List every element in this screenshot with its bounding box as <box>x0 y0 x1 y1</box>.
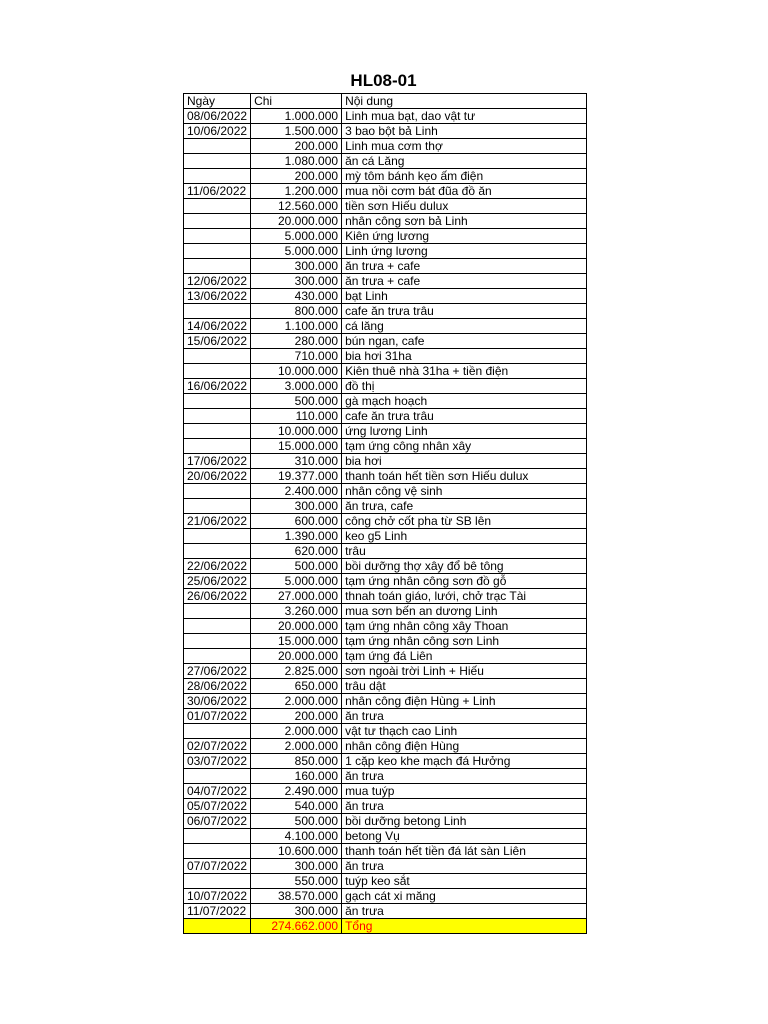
amount-cell[interactable]: 5.000.000 <box>251 574 342 589</box>
description-cell[interactable]: sơn ngoài trời Linh + Hiếu <box>342 664 587 679</box>
date-cell[interactable] <box>184 154 251 169</box>
description-cell[interactable]: tiền sơn Hiếu dulux <box>342 199 587 214</box>
amount-cell[interactable]: 160.000 <box>251 769 342 784</box>
table-row <box>184 844 587 859</box>
amount-cell[interactable]: 800.000 <box>251 304 342 319</box>
date-cell[interactable]: 11/07/2022 <box>184 904 251 919</box>
table-row <box>184 469 587 484</box>
amount-cell[interactable]: 310.000 <box>251 454 342 469</box>
description-cell[interactable]: mua nồi cơm bát đũa đồ ăn <box>342 184 587 199</box>
description-cell[interactable]: thnah toán giáo, lưới, chở trạc Tài <box>342 589 587 604</box>
amount-cell[interactable]: 3.000.000 <box>251 379 342 394</box>
table-row <box>184 634 587 649</box>
table-row <box>184 529 587 544</box>
description-cell[interactable]: ăn trưa + cafe <box>342 274 587 289</box>
date-cell[interactable]: 12/06/2022 <box>184 274 251 289</box>
date-cell[interactable] <box>184 229 251 244</box>
table-row <box>184 874 587 889</box>
table-row <box>184 409 587 424</box>
date-cell[interactable] <box>184 394 251 409</box>
date-cell[interactable] <box>184 199 251 214</box>
table-row <box>184 769 587 784</box>
date-cell[interactable] <box>184 214 251 229</box>
table-row <box>184 589 587 604</box>
date-cell[interactable] <box>184 529 251 544</box>
description-cell[interactable]: bồi dưỡng thợ xây đổ bê tông <box>342 559 587 574</box>
description-cell[interactable]: ăn trưa <box>342 799 587 814</box>
date-cell[interactable]: 20/06/2022 <box>184 469 251 484</box>
date-cell[interactable]: 22/06/2022 <box>184 559 251 574</box>
date-cell[interactable] <box>184 874 251 889</box>
date-cell[interactable] <box>184 619 251 634</box>
date-cell[interactable]: 15/06/2022 <box>184 334 251 349</box>
amount-cell[interactable]: 10.000.000 <box>251 364 342 379</box>
amount-cell[interactable]: 20.000.000 <box>251 214 342 229</box>
date-cell[interactable]: 04/07/2022 <box>184 784 251 799</box>
amount-cell[interactable]: 2.000.000 <box>251 739 342 754</box>
date-cell[interactable]: 25/06/2022 <box>184 574 251 589</box>
date-cell[interactable] <box>184 604 251 619</box>
amount-cell[interactable]: 15.000.000 <box>251 439 342 454</box>
date-cell[interactable]: 26/06/2022 <box>184 589 251 604</box>
description-cell[interactable]: tạm ứng nhân công sơn Linh <box>342 634 587 649</box>
amount-cell[interactable]: 1.080.000 <box>251 154 342 169</box>
description-cell[interactable]: ăn trưa <box>342 769 587 784</box>
table-row <box>184 679 587 694</box>
description-cell[interactable]: bia hơi <box>342 454 587 469</box>
table-row <box>184 724 587 739</box>
amount-cell[interactable]: 620.000 <box>251 544 342 559</box>
amount-cell[interactable]: 500.000 <box>251 394 342 409</box>
amount-cell[interactable]: 540.000 <box>251 799 342 814</box>
amount-cell[interactable]: 850.000 <box>251 754 342 769</box>
date-cell[interactable] <box>184 259 251 274</box>
date-cell[interactable]: 13/06/2022 <box>184 289 251 304</box>
table-row <box>184 364 587 379</box>
description-cell[interactable]: thanh toán hết tiền sơn Hiếu dulux <box>342 469 587 484</box>
table-row <box>184 349 587 364</box>
description-cell[interactable]: tạm ứng nhân công xây Thoan <box>342 619 587 634</box>
date-cell[interactable]: 16/06/2022 <box>184 379 251 394</box>
table-row <box>184 214 587 229</box>
date-cell[interactable] <box>184 409 251 424</box>
table-row <box>184 319 587 334</box>
description-cell[interactable]: công chở cốt pha từ SB lên <box>342 514 587 529</box>
amount-cell[interactable]: 300.000 <box>251 499 342 514</box>
amount-cell[interactable]: 1.390.000 <box>251 529 342 544</box>
description-cell[interactable]: keo g5 Linh <box>342 529 587 544</box>
table-row <box>184 889 587 904</box>
table-row <box>184 184 587 199</box>
table-row <box>184 514 587 529</box>
amount-cell[interactable]: 10.600.000 <box>251 844 342 859</box>
table-row <box>184 259 587 274</box>
date-cell[interactable]: 30/06/2022 <box>184 694 251 709</box>
table-row <box>184 439 587 454</box>
amount-cell[interactable]: 27.000.000 <box>251 589 342 604</box>
date-cell[interactable]: 01/07/2022 <box>184 709 251 724</box>
amount-cell[interactable]: 15.000.000 <box>251 634 342 649</box>
table-row <box>184 124 587 139</box>
date-cell[interactable]: 28/06/2022 <box>184 679 251 694</box>
amount-cell[interactable]: 12.560.000 <box>251 199 342 214</box>
description-cell[interactable]: Kiên ứng lương <box>342 229 587 244</box>
table-row <box>184 544 587 559</box>
date-cell[interactable]: 21/06/2022 <box>184 514 251 529</box>
amount-cell[interactable]: 200.000 <box>251 709 342 724</box>
amount-cell[interactable]: 650.000 <box>251 679 342 694</box>
amount-cell[interactable]: 2.825.000 <box>251 664 342 679</box>
amount-cell[interactable]: 300.000 <box>251 859 342 874</box>
date-cell[interactable] <box>184 349 251 364</box>
total-label-cell[interactable]: Tổng <box>342 919 587 934</box>
amount-cell[interactable]: 1.100.000 <box>251 319 342 334</box>
description-cell[interactable]: tạm ứng đá Liên <box>342 649 587 664</box>
amount-cell[interactable]: 200.000 <box>251 169 342 184</box>
table-row <box>184 604 587 619</box>
amount-cell[interactable]: 19.377.000 <box>251 469 342 484</box>
table-row <box>184 109 587 124</box>
table-row <box>184 169 587 184</box>
table-row <box>184 664 587 679</box>
description-cell[interactable]: đồ thị <box>342 379 587 394</box>
table-row <box>184 619 587 634</box>
description-cell[interactable]: thanh toán hết tiền đá lát sàn Liên <box>342 844 587 859</box>
amount-cell[interactable]: 600.000 <box>251 514 342 529</box>
date-cell[interactable] <box>184 304 251 319</box>
amount-cell[interactable]: 300.000 <box>251 904 342 919</box>
date-cell[interactable]: 02/07/2022 <box>184 739 251 754</box>
amount-cell[interactable]: 1.500.000 <box>251 124 342 139</box>
amount-cell[interactable]: 5.000.000 <box>251 244 342 259</box>
description-cell[interactable]: trâu dật <box>342 679 587 694</box>
date-cell[interactable] <box>184 244 251 259</box>
amount-cell[interactable]: 280.000 <box>251 334 342 349</box>
table-row <box>184 304 587 319</box>
expense-table <box>183 93 587 934</box>
date-cell[interactable]: 27/06/2022 <box>184 664 251 679</box>
description-cell[interactable]: tạm ứng nhân công sơn đồ gỗ <box>342 574 587 589</box>
table-row <box>184 289 587 304</box>
table-row <box>184 394 587 409</box>
table-row <box>184 559 587 574</box>
description-cell[interactable]: cafe ăn trưa trâu <box>342 409 587 424</box>
table-row <box>184 139 587 154</box>
amount-cell[interactable]: 3.260.000 <box>251 604 342 619</box>
table-row <box>184 649 587 664</box>
date-cell[interactable] <box>184 484 251 499</box>
table-row <box>184 814 587 829</box>
date-cell[interactable]: 10/07/2022 <box>184 889 251 904</box>
table-row <box>184 244 587 259</box>
description-cell[interactable]: vật tư thạch cao Linh <box>342 724 587 739</box>
amount-cell[interactable]: 300.000 <box>251 274 342 289</box>
amount-cell[interactable]: 200.000 <box>251 139 342 154</box>
date-cell[interactable] <box>184 724 251 739</box>
description-cell[interactable]: bún ngan, cafe <box>342 334 587 349</box>
date-cell[interactable] <box>184 634 251 649</box>
total-empty-cell[interactable] <box>184 919 251 934</box>
table-row <box>184 454 587 469</box>
amount-cell[interactable]: 500.000 <box>251 814 342 829</box>
description-cell[interactable]: nhân công điện Hùng <box>342 739 587 754</box>
description-cell[interactable]: gà mạch hoạch <box>342 394 587 409</box>
description-cell[interactable]: ăn trưa <box>342 859 587 874</box>
amount-cell[interactable]: 1.000.000 <box>251 109 342 124</box>
description-cell[interactable]: Kiên thuê nhà 31ha + tiền điện <box>342 364 587 379</box>
date-cell[interactable]: 10/06/2022 <box>184 124 251 139</box>
header-amount[interactable]: Chi <box>251 94 342 109</box>
date-cell[interactable] <box>184 769 251 784</box>
header-row <box>184 94 587 109</box>
sheet-title: HL08-01 <box>350 71 417 90</box>
description-cell[interactable]: cá lăng <box>342 319 587 334</box>
table-row <box>184 799 587 814</box>
date-cell[interactable]: 05/07/2022 <box>184 799 251 814</box>
table-row <box>184 499 587 514</box>
date-cell[interactable] <box>184 169 251 184</box>
date-cell[interactable] <box>184 439 251 454</box>
amount-cell[interactable]: 2.400.000 <box>251 484 342 499</box>
description-cell[interactable]: ăn cá Lăng <box>342 154 587 169</box>
date-cell[interactable] <box>184 499 251 514</box>
table-row <box>184 784 587 799</box>
amount-cell[interactable]: 110.000 <box>251 409 342 424</box>
amount-cell[interactable]: 500.000 <box>251 559 342 574</box>
description-cell[interactable]: ứng lương Linh <box>342 424 587 439</box>
amount-cell[interactable]: 300.000 <box>251 259 342 274</box>
date-cell[interactable] <box>184 364 251 379</box>
table-row <box>184 229 587 244</box>
amount-cell[interactable]: 2.490.000 <box>251 784 342 799</box>
date-cell[interactable]: 17/06/2022 <box>184 454 251 469</box>
description-cell[interactable]: bồi dưỡng betong Linh <box>342 814 587 829</box>
amount-cell[interactable]: 550.000 <box>251 874 342 889</box>
description-cell[interactable]: tuýp keo sắt <box>342 874 587 889</box>
table-row <box>184 709 587 724</box>
table-row <box>184 199 587 214</box>
total-amount-cell[interactable]: 274.662.000 <box>251 919 342 934</box>
table-row <box>184 739 587 754</box>
date-cell[interactable] <box>184 829 251 844</box>
description-cell[interactable]: Linh ứng lương <box>342 244 587 259</box>
date-cell[interactable] <box>184 649 251 664</box>
description-cell[interactable]: nhân công vệ sinh <box>342 484 587 499</box>
total-row <box>184 919 587 934</box>
amount-cell[interactable]: 2.000.000 <box>251 694 342 709</box>
amount-cell[interactable]: 2.000.000 <box>251 724 342 739</box>
header-date[interactable]: Ngày <box>184 94 251 109</box>
description-cell[interactable]: ăn trưa <box>342 709 587 724</box>
date-cell[interactable]: 14/06/2022 <box>184 319 251 334</box>
header-description[interactable]: Nội dung <box>342 94 587 109</box>
description-cell[interactable]: tạm ứng công nhân xây <box>342 439 587 454</box>
table-row <box>184 859 587 874</box>
description-cell[interactable]: ăn trưa + cafe <box>342 259 587 274</box>
amount-cell[interactable]: 1.200.000 <box>251 184 342 199</box>
amount-cell[interactable]: 20.000.000 <box>251 619 342 634</box>
description-cell[interactable]: mua tuýp <box>342 784 587 799</box>
table-row <box>184 484 587 499</box>
table-row <box>184 754 587 769</box>
description-cell[interactable]: Linh mua cơm thợ <box>342 139 587 154</box>
amount-cell[interactable]: 710.000 <box>251 349 342 364</box>
description-cell[interactable]: betong Vụ <box>342 829 587 844</box>
date-cell[interactable] <box>184 844 251 859</box>
description-cell[interactable]: gạch cát xi măng <box>342 889 587 904</box>
table-row <box>184 694 587 709</box>
description-cell[interactable]: mỳ tôm bánh kẹo ấm điện <box>342 169 587 184</box>
date-cell[interactable]: 11/06/2022 <box>184 184 251 199</box>
amount-cell[interactable]: 430.000 <box>251 289 342 304</box>
description-cell[interactable]: Linh mua bạt, dao vật tư <box>342 109 587 124</box>
date-cell[interactable]: 03/07/2022 <box>184 754 251 769</box>
table-row <box>184 574 587 589</box>
description-cell[interactable]: mua sơn bến an dương Linh <box>342 604 587 619</box>
description-cell[interactable]: cafe ăn trưa trâu <box>342 304 587 319</box>
table-row <box>184 379 587 394</box>
description-cell[interactable]: bia hơi 31ha <box>342 349 587 364</box>
description-cell[interactable]: nhân công điện Hùng + Linh <box>342 694 587 709</box>
amount-cell[interactable]: 10.000.000 <box>251 424 342 439</box>
amount-cell[interactable]: 20.000.000 <box>251 649 342 664</box>
amount-cell[interactable]: 4.100.000 <box>251 829 342 844</box>
table-row <box>184 829 587 844</box>
amount-cell[interactable]: 38.570.000 <box>251 889 342 904</box>
table-row <box>184 904 587 919</box>
description-cell[interactable]: bạt Linh <box>342 289 587 304</box>
amount-cell[interactable]: 5.000.000 <box>251 229 342 244</box>
date-cell[interactable] <box>184 139 251 154</box>
date-cell[interactable]: 08/06/2022 <box>184 109 251 124</box>
date-cell[interactable] <box>184 544 251 559</box>
description-cell[interactable]: ăn trưa, cafe <box>342 499 587 514</box>
table-row <box>184 274 587 289</box>
table-row <box>184 154 587 169</box>
date-cell[interactable]: 06/07/2022 <box>184 814 251 829</box>
description-cell[interactable]: 1 cặp keo khe mạch đá Hưởng <box>342 754 587 769</box>
table-row <box>184 424 587 439</box>
description-cell[interactable]: trâu <box>342 544 587 559</box>
description-cell[interactable]: nhân công sơn bả Linh <box>342 214 587 229</box>
description-cell[interactable]: ăn trưa <box>342 904 587 919</box>
description-cell[interactable]: 3 bao bột bả Linh <box>342 124 587 139</box>
date-cell[interactable]: 07/07/2022 <box>184 859 251 874</box>
date-cell[interactable] <box>184 424 251 439</box>
table-row <box>184 334 587 349</box>
